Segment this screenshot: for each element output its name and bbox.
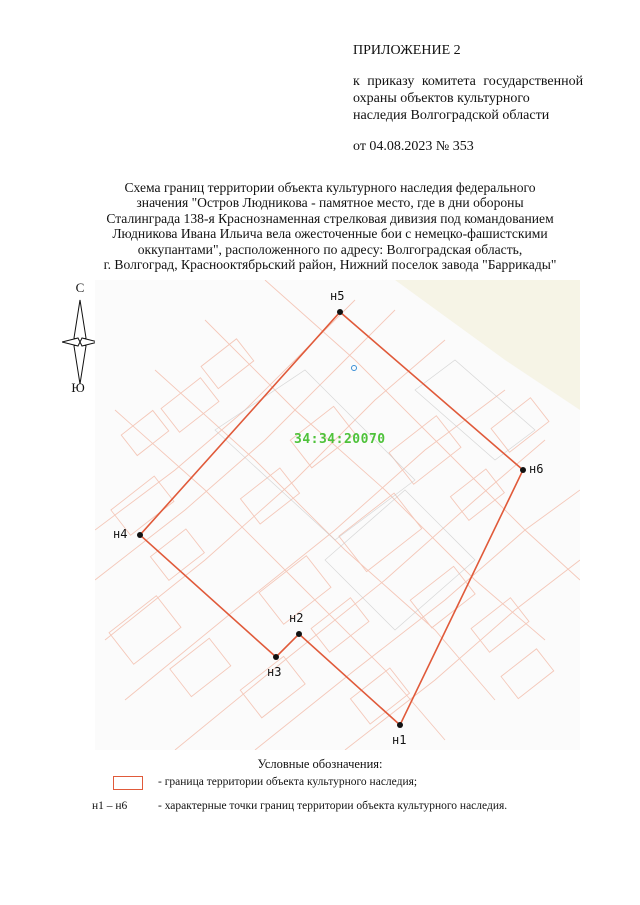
map-area[interactable] — [95, 280, 580, 750]
scheme-title-line: Схема границ территории объекта культурного наследия федерального — [124, 180, 536, 195]
point-label-н1: н1 — [392, 733, 407, 747]
basemap — [95, 280, 580, 750]
compass-north-label: С — [75, 280, 85, 295]
appendix-order-line: наследия Волгоградской области — [353, 108, 550, 123]
scheme-title-line: оккупантами", расположенного по адресу: Волгоградская область, — [137, 241, 523, 257]
appendix-date: от 04.08.2023 № 353 — [353, 139, 474, 154]
compass — [62, 280, 98, 400]
point-label-н4: н4 — [113, 527, 128, 541]
north-arrow-icon — [62, 298, 98, 388]
point-label-н3: н3 — [267, 665, 282, 679]
cadastral-quarter-label: 34:34:20070 — [294, 432, 386, 447]
point-label-н6: н6 — [529, 462, 544, 476]
appendix-order-line: к приказу комитета государственной — [353, 74, 584, 89]
appendix-title: ПРИЛОЖЕНИЕ 2 — [353, 43, 461, 58]
legend-points-key: н1 – н6 — [92, 800, 128, 812]
legend-boundary-text: - граница территории объекта культурного наследия; — [158, 776, 418, 788]
boundary-legend-swatch — [113, 776, 143, 790]
scheme-title-line: г. Волгоград, Краснооктябрьский район, Нижний поселок завода "Баррикады" — [103, 257, 557, 273]
scheme-title-line: Сталинграда 138-я Краснознаменная стрелковая дивизия под командованием — [106, 210, 554, 226]
scheme-title — [70, 180, 590, 272]
scheme-title-line: значения "Остров Людникова - памятное место, где в дни обороны — [136, 195, 524, 211]
point-label-н2: н2 — [289, 611, 304, 625]
compass-south-label: Ю — [71, 380, 85, 395]
appendix-order-line: охраны объектов культурного — [353, 91, 530, 106]
legend-points-text: - характерные точки границ территории объекта культурного наследия. — [158, 800, 508, 812]
point-label-н5: н5 — [330, 289, 345, 303]
legend-title: Условные обозначения: — [257, 757, 383, 771]
scheme-title-line: Людникова Ивана Ильича вела ожесточенные бои с немецко-фашистскими — [112, 226, 548, 242]
appendix-block — [353, 42, 623, 155]
